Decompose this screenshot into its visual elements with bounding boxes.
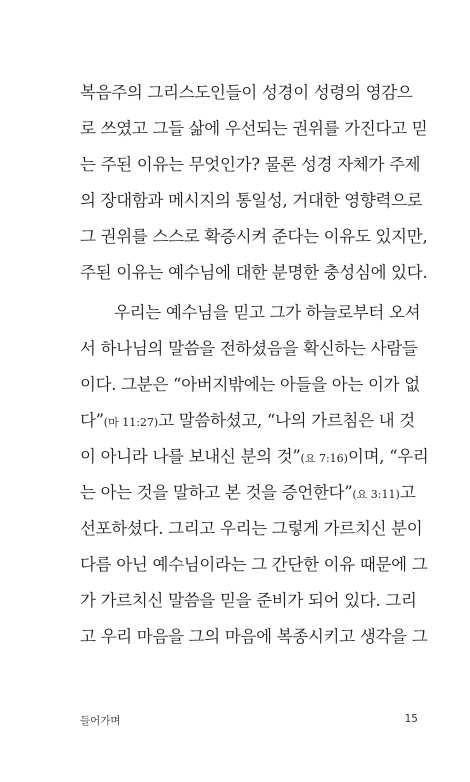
scripture-reference: (요 7:16)	[300, 452, 348, 465]
paragraph-1-line: 의 장대함과 메시지의 통일성, 거대한 영향력으로	[80, 191, 423, 210]
line-text: 고 말씀하셨고, “나의 가르침은 내 것	[158, 411, 415, 430]
paragraph-2-line: 우리는 예수님을 믿고 그가 하늘로부터 오셔	[114, 303, 421, 322]
line-text: 고	[399, 483, 416, 502]
paragraph-2-line: 선포하셨다. 그리고 우리는 그렇게 가르치신 분이	[80, 519, 423, 538]
page-number: 15	[404, 713, 418, 725]
paragraph-1-line: 복음주의 그리스도인들이 성경이 성령의 영감으	[80, 83, 413, 102]
scripture-reference: (마 11:27)	[103, 416, 159, 429]
paragraph-1-line: 주된 이유는 예수님에 대한 분명한 충성심에 있다.	[80, 263, 428, 282]
paragraph-1-line: 는 주된 이유는 무엇인가? 물론 성경 자체가 주제	[80, 155, 421, 174]
line-text: 다”	[80, 411, 104, 430]
paragraph-2-line: 이다. 그분은 “아버지밖에는 아들을 아는 이가 없	[80, 375, 420, 394]
paragraph-2-line: 고 우리 마음을 그의 마음에 복종시키고 생각을 그	[80, 627, 428, 646]
running-footer-section-title: 들어가며	[80, 715, 121, 727]
paragraph-2-line	[80, 403, 420, 439]
paragraph-2-line	[80, 475, 420, 511]
paragraph-2-line: 서 하나님의 말씀을 전하셨음을 확신하는 사람들	[80, 339, 418, 358]
paragraph-1-line: 그 권위를 스스로 확증시켜 준다는 이유도 있지만,	[80, 227, 428, 246]
paragraph-2-line: 다름 아닌 예수님이라는 그 간단한 이유 때문에 그	[80, 555, 428, 574]
line-text: 는 아는 것을 말하고 본 것을 증언한다”	[80, 483, 353, 502]
line-text: 이 아니라 나를 보내신 분의 것”	[80, 447, 301, 466]
line-text: 이며, “우리	[347, 447, 429, 466]
paragraph-2-line: 가 가르치신 말씀을 믿을 준비가 되어 있다. 그리	[80, 591, 417, 610]
body-text	[80, 75, 429, 655]
paragraph-1-line: 로 쓰였고 그들 삶에 우선되는 권위를 가진다고 믿	[80, 119, 428, 138]
paragraph-2-line	[80, 439, 429, 475]
scripture-reference: (요 3:11)	[352, 488, 400, 501]
